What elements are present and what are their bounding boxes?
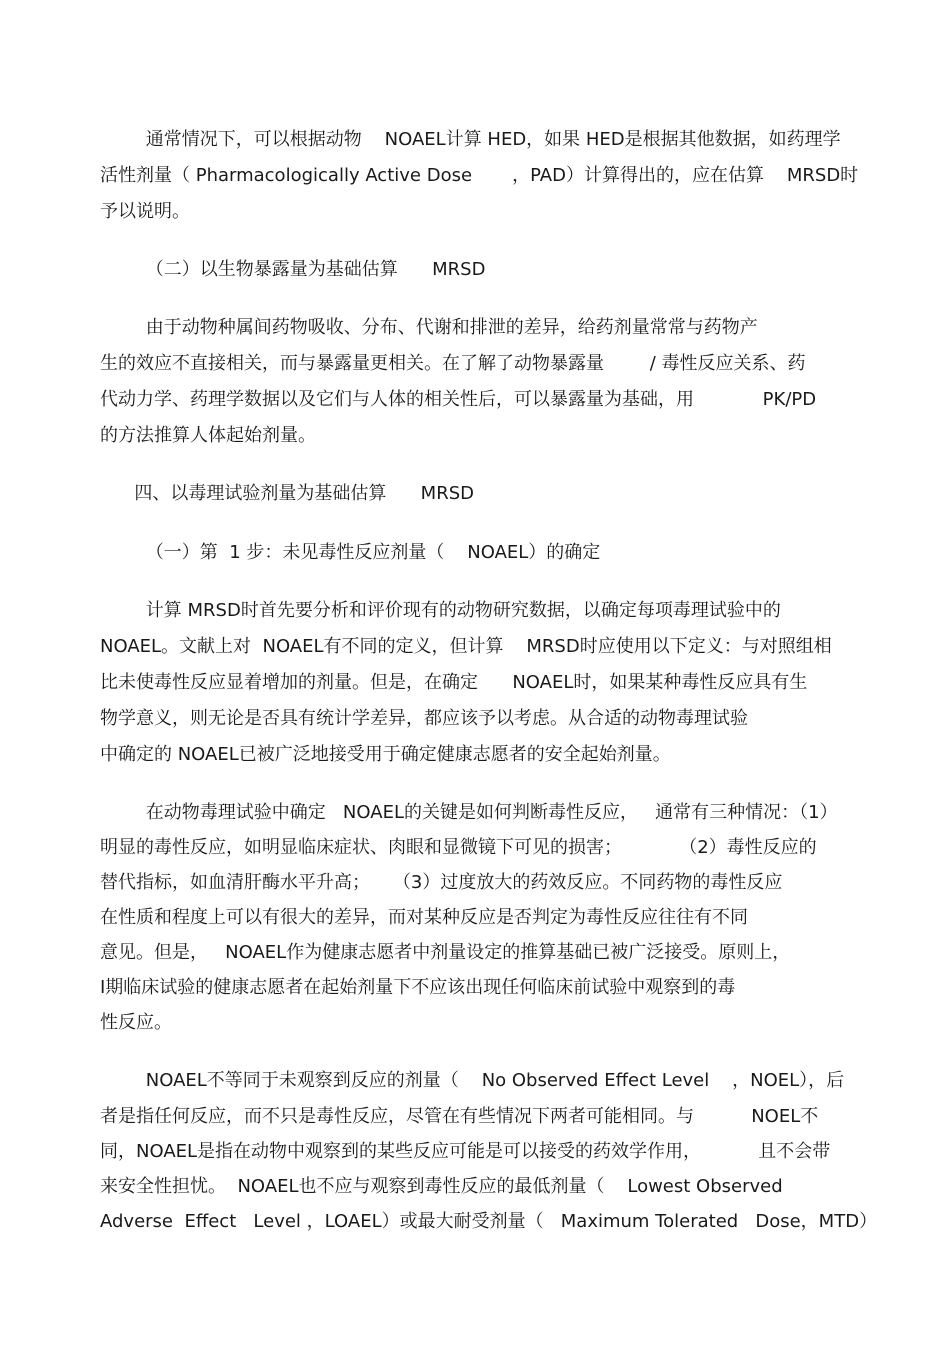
- p4-line-3: 替代指标，如血清肝酶水平升高； （3）过度放大的药效反应。不同药物的毒性反应: [100, 872, 783, 893]
- p1-line-1: 通常情况下，可以根据动物 NOAEL计算 HED，如果 HED是根据其他数据，如药理学: [100, 129, 841, 150]
- p4-line-2: 明显的毒性反应，如明显临床症状、肉眼和显微镜下可见的损害； （2）毒性反应的: [100, 837, 817, 858]
- p3-line-4: 物学意义，则无论是否具有统计学差异，都应该予以考虑。从合适的动物毒理试验: [100, 708, 748, 729]
- p4-line-1: 在动物毒理试验中确定 NOAEL的关键是如何判断毒性反应， 通常有三种情况：（1）: [100, 802, 838, 823]
- p3-line-5: 中确定的 NOAEL已被广泛地接受用于确定健康志愿者的安全起始剂量。: [100, 744, 671, 765]
- p4-line-4: 在性质和程度上可以有很大的差异，而对某种反应是否判定为毒性反应往往有不同: [100, 907, 748, 928]
- p2-line-1: 由于动物种属间药物吸收、分布、代谢和排泄的差异，给药剂量常常与药物产: [100, 317, 758, 338]
- p5-line-5: Adverse Effect Level ，LOAEL）或最大耐受剂量（ Maximum Tolerated Dose，MTD）: [100, 1211, 878, 1232]
- section-heading: （二）以生物暴露量为基础估算 MRSD: [100, 259, 486, 280]
- p4-line-6: Ⅰ期临床试验的健康志愿者在起始剂量下不应该出现任何临床前试验中观察到的毒: [100, 977, 736, 998]
- p2-line-2: 生的效应不直接相关，而与暴露量更相关。在了解了动物暴露量 / 毒性反应关系、药: [100, 353, 806, 374]
- p5-line-4: 来安全性担忧。 NOAEL也不应与观察到毒性反应的最低剂量（ Lowest Observed: [100, 1176, 783, 1197]
- p5-line-2: 者是指任何反应，而不只是毒性反应，尽管在有些情况下两者可能相同。与 NOEL不: [100, 1106, 819, 1127]
- p3-line-2: NOAEL。文献上对 NOAEL有不同的定义，但计算 MRSD时应使用以下定义：与对照组相: [100, 636, 832, 657]
- p1-line-2: 活性剂量（ Pharmacologically Active Dose ，PAD）计算得出的，应在估算 MRSD时: [100, 165, 859, 186]
- p4-line-7: 性反应。: [100, 1012, 172, 1033]
- p4-line-5: 意见。但是， NOAEL作为健康志愿者中剂量设定的推算基础已被广泛接受。原则上，: [100, 942, 791, 963]
- p3-line-3: 比未使毒性反应显着增加的剂量。但是，在确定 NOAEL时，如果某种毒性反应具有生: [100, 672, 808, 693]
- p1-line-3: 予以说明。: [100, 201, 190, 222]
- p2-line-3: 代动力学、药理学数据以及它们与人体的相关性后，可以暴露量为基础，用 PK/PD: [100, 389, 817, 410]
- section-heading: （一）第 1 步：未见毒性反应剂量（ NOAEL）的确定: [100, 542, 601, 563]
- p2-line-4: 的方法推算人体起始剂量。: [100, 425, 316, 446]
- p5-line-3: 同，NOAEL是指在动物中观察到的某些反应可能是可以接受的药效学作用， 且不会带: [100, 1141, 831, 1162]
- p3-line-1: 计算 MRSD时首先要分析和评价现有的动物研究数据，以确定每项毒理试验中的: [100, 600, 781, 621]
- section-heading: 四、以毒理试验剂量为基础估算 MRSD: [100, 483, 474, 504]
- p5-line-1: NOAEL不等同于未观察到反应的剂量（ No Observed Effect Level ，NOEL），后: [100, 1070, 845, 1091]
